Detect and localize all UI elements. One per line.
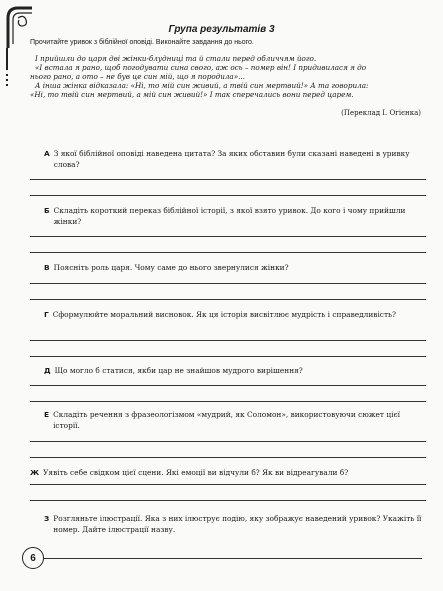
bible-quote	[30, 54, 426, 99]
answer-line[interactable]	[30, 385, 426, 386]
task-b	[30, 206, 426, 227]
answer-line[interactable]	[30, 457, 426, 458]
task-letter: А	[44, 149, 50, 158]
task-letter: Ж	[30, 468, 40, 477]
task-letter: Е	[44, 410, 50, 419]
task-question: Розгляньте ілюстрації. Яка з них ілюструє подію, яку зображує наведений уривок? Укажіть її номер. Дайте ілюстрації назву.	[53, 514, 422, 534]
quote-line: нього рано, а ото – не був це син мій, що я породила»...	[30, 72, 245, 81]
task-letter: В	[44, 263, 50, 272]
task-question: Поясніть роль царя. Чому саме до нього звернулися жінки?	[53, 263, 289, 272]
side-border-decoration	[6, 48, 10, 578]
task-question: Уявіть себе свідком цієї сцени. Які емоції ви відчули б? Як ви відреагували б?	[43, 468, 349, 477]
answer-line[interactable]	[30, 236, 426, 237]
answer-line[interactable]	[44, 558, 422, 559]
answer-line[interactable]	[30, 441, 426, 442]
answer-line[interactable]	[30, 283, 426, 284]
task-letter: Б	[44, 206, 50, 215]
task-zh	[30, 468, 426, 479]
answer-line[interactable]	[30, 484, 426, 485]
answer-line[interactable]	[30, 179, 426, 180]
task-letter: Г	[44, 310, 49, 319]
instruction-text: Прочитайте уривок з біблійної оповіді. Виконайте завдання до нього.	[30, 39, 254, 46]
task-a	[30, 149, 426, 170]
quote-line: І прийшли до царя дві жінки-блудниці та й стали перед обличчям його.	[35, 54, 317, 63]
task-z	[30, 514, 426, 535]
task-question: Складіть речення з фразеологізмом «мудрий, як Соломон», використовуючи сюжет цієї історії.	[53, 410, 400, 430]
task-question: Сформулюйте моральний висновок. Як ця історія висвітлює мудрість і справедливість?	[52, 310, 397, 319]
task-letter: Д	[44, 366, 51, 375]
task-g	[30, 310, 426, 321]
answer-line[interactable]	[30, 299, 426, 300]
answer-line[interactable]	[30, 340, 426, 341]
task-d	[30, 366, 426, 377]
section-title: Група результатів 3	[168, 24, 275, 35]
answer-line[interactable]	[30, 401, 426, 402]
answer-line[interactable]	[30, 500, 426, 501]
quote-line: «Ні, то твій син мертвий, а мій син живий!» І так сперечались вони перед царем.	[30, 90, 354, 99]
page-number: 6	[22, 547, 44, 569]
task-question: Що могло б статися, якби цар не знайшов мудрого вирішення?	[54, 366, 303, 375]
task-letter: З	[44, 514, 50, 523]
quote-line: А інша жінка відказала: «Ні, то мій син живий, а твій син мертвий!» А та говорила:	[35, 81, 369, 90]
task-e	[30, 410, 426, 431]
task-question: Складіть короткий переказ біблійної історії, з якої взято уривок. До кого і чому прийшли жінки?	[53, 206, 406, 226]
quote-source: (Переклад І. Огієнка)	[341, 109, 421, 117]
answer-line[interactable]	[30, 252, 426, 253]
task-v	[30, 263, 426, 274]
answer-line[interactable]	[30, 195, 426, 196]
task-question: З якої біблійної оповіді наведена цитата? За яких обставин були сказані наведені в уривку слова?	[53, 149, 410, 169]
quote-line: «І встала я рано, щоб погодувати сина свого, аж ось – помер він! І придивилася я до	[35, 63, 367, 72]
answer-line[interactable]	[30, 356, 426, 357]
